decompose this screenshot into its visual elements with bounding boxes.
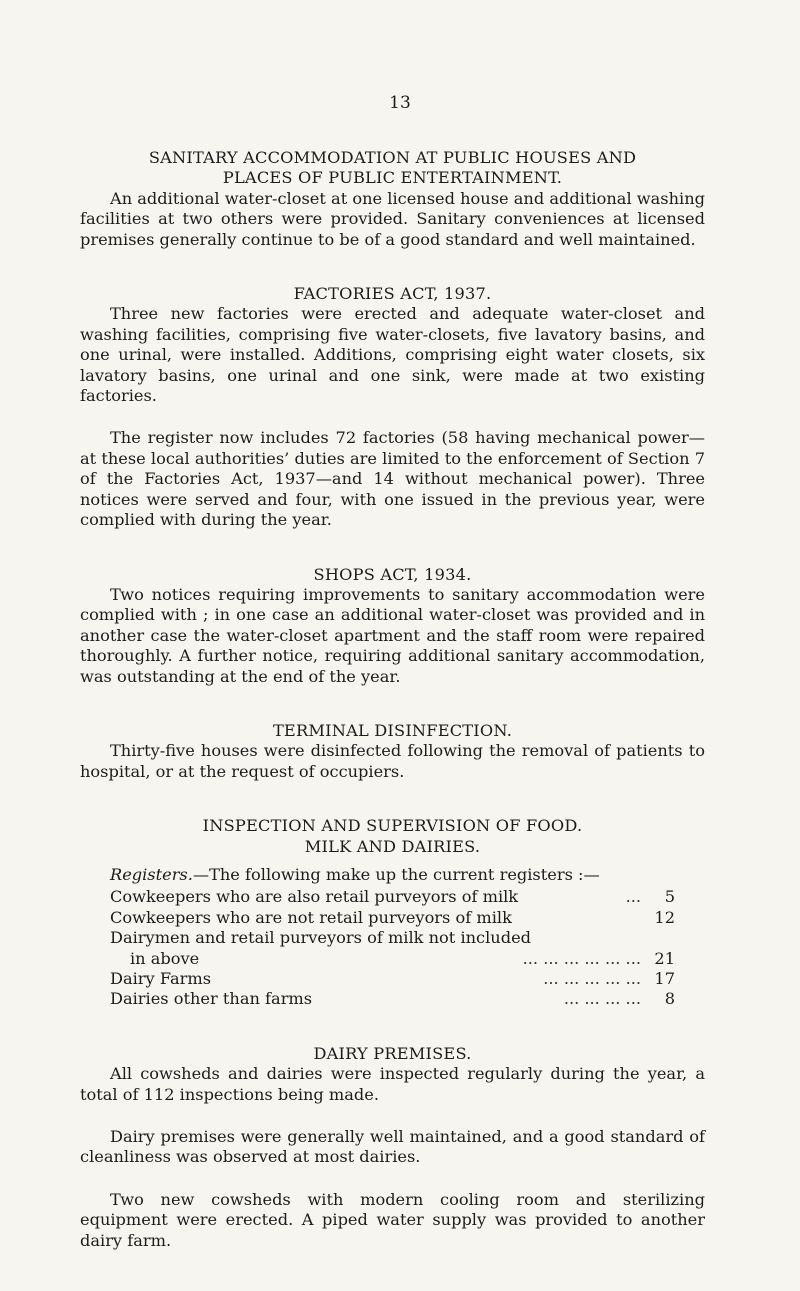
registers-list	[110, 887, 675, 1009]
register-label: in above	[130, 948, 200, 968]
section-heading-sanitary-line1: SANITARY ACCOMMODATION AT PUBLIC HOUSES AND	[148, 148, 637, 167]
register-leader-dots: ... ... ... ... ...	[543, 969, 641, 988]
register-label: Dairy Farms	[110, 969, 212, 988]
registers-label: Registers.	[110, 864, 193, 884]
registers-intro-text: —The following make up the current registers :—	[192, 864, 600, 884]
section-heading-food-line2: MILK AND DAIRIES.	[304, 836, 481, 856]
register-leader-dots: ...	[625, 887, 641, 907]
paragraph-factories-1: Three new factories were erected and adequate water-closet and washing facilities, comprising five water-closets, five lavatory basins, and one urinal, were installed. Additions, comprising eight water closets, six lavatory basins, one urinal and one sink, were made at two existing factories.	[80, 304, 705, 406]
register-label: Cowkeepers who are not retail purveyors of milk	[110, 907, 512, 927]
register-leader-dots: ... ... ... ...	[563, 989, 641, 1009]
register-label: Cowkeepers who are also retail purveyors of milk	[110, 887, 519, 907]
registers-intro	[80, 865, 705, 885]
list-item	[110, 989, 675, 1009]
register-label: Dairymen and retail purveyors of milk not included	[110, 928, 532, 948]
list-item	[110, 928, 675, 948]
register-leader-dots: ... ... ... ... ... ...	[522, 948, 641, 968]
register-value: 17	[654, 969, 675, 988]
list-item	[110, 949, 675, 969]
paragraph-disinfection: Thirty-five houses were disinfected following the removal of patients to hospital, or at the request of occupiers.	[80, 741, 705, 781]
section-heading-shops: SHOPS ACT, 1934.	[313, 564, 472, 584]
page-number: 13	[389, 93, 411, 113]
register-value: 8	[664, 989, 675, 1009]
paragraph-dairy-2: Dairy premises were generally well maintained, and a good standard of cleanliness was observed at most dairies.	[80, 1127, 705, 1167]
list-item	[110, 908, 675, 928]
section-heading-food-line1: INSPECTION AND SUPERVISION OF FOOD.	[202, 816, 583, 836]
paragraph-dairy-1: All cowsheds and dairies were inspected regularly during the year, a total of 112 inspections being made.	[80, 1064, 705, 1104]
register-value: 21	[654, 948, 675, 968]
list-item	[110, 887, 675, 907]
paragraph-dairy-3: Two new cowsheds with modern cooling room and sterilizing equipment were erected. A piped water supply was provided to another dairy farm.	[80, 1189, 705, 1250]
section-heading-disinfection: TERMINAL DISINFECTION.	[272, 720, 513, 740]
section-heading-factories: FACTORIES ACT, 1937.	[293, 284, 492, 304]
page-content	[80, 148, 705, 1251]
paragraph-factories-2: The register now includes 72 factories (58 having mechanical power—at these local authorities’ duties are limited to the enforcement of Section 7 of the Factories Act, 1937—and 14 without mechanical power). Three notices were served and four, with one issued in the previous year, were complied with during the year.	[80, 428, 705, 530]
register-value: 5	[664, 887, 675, 907]
paragraph-sanitary: An additional water-closet at one licensed house and additional washing facilities at two others were provided. Sanitary conveniences at licensed premises generally continue to be of a good standard and well maintained.	[80, 188, 705, 249]
register-label: Dairies other than farms	[110, 989, 313, 1009]
section-heading-sanitary-line2: PLACES OF PUBLIC ENTERTAINMENT.	[222, 168, 563, 188]
paragraph-shops: Two notices requiring improvements to sanitary accommodation were complied with ; in one case an additional water-closet was provided and in another case the water-closet apartment and the staff room were repaired thoroughly. A further notice, requiring additional sanitary accommodation, was outstanding at the end of the year.	[80, 584, 705, 686]
register-value: 12	[654, 907, 675, 927]
section-heading-dairy: DAIRY PREMISES.	[313, 1043, 472, 1063]
list-item	[110, 969, 675, 989]
